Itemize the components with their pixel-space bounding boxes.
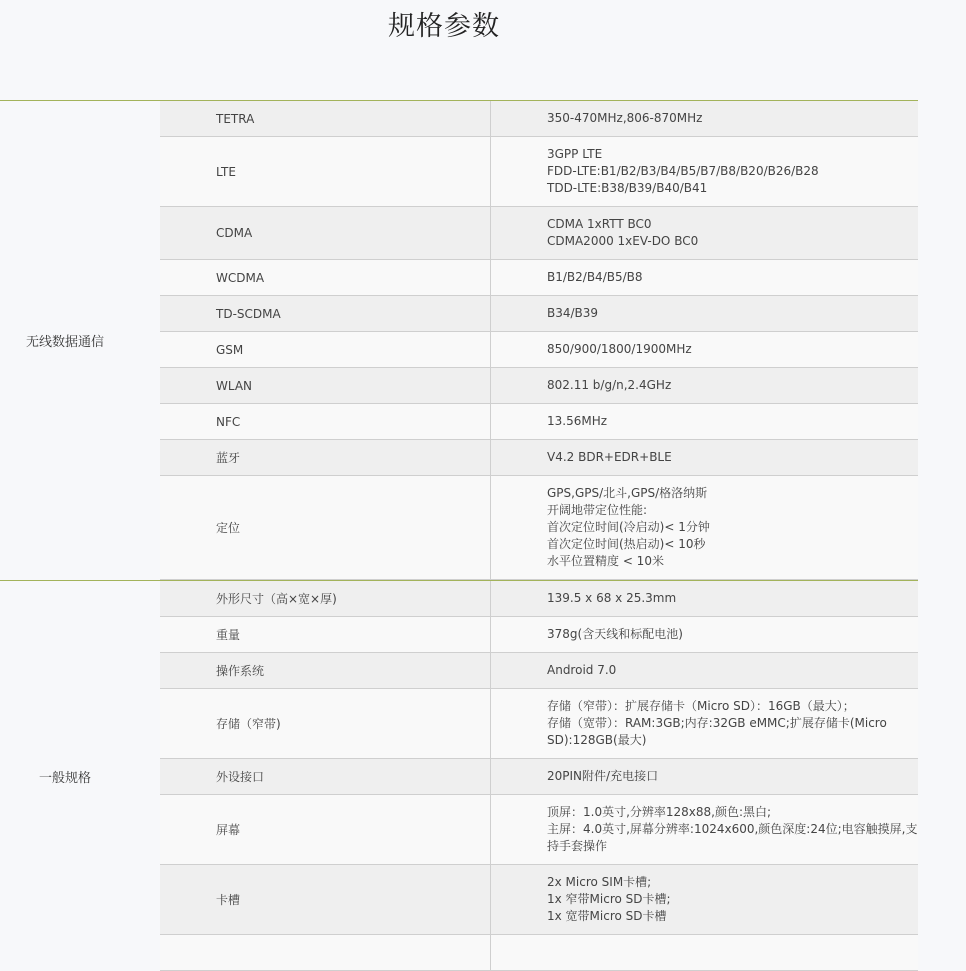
spec-value-line: 首次定位时间(热启动)< 10秒 <box>547 537 706 551</box>
spec-row <box>160 689 918 759</box>
spec-value-line: 开阔地带定位性能: <box>547 503 648 517</box>
spec-value <box>491 440 918 475</box>
spec-value-line: 3GPP LTE <box>547 147 603 161</box>
spec-value <box>491 101 918 136</box>
spec-name: LTE <box>160 137 491 206</box>
spec-value-line: FDD-LTE:B1/B2/B3/B4/B5/B7/B8/B20/B26/B28 <box>547 164 819 178</box>
spec-value-line: 802.11 b/g/n,2.4GHz <box>547 378 672 392</box>
spec-name <box>160 935 491 970</box>
spec-value <box>491 581 918 616</box>
spec-value <box>491 617 918 652</box>
spec-value <box>491 368 918 403</box>
spec-row <box>160 404 918 440</box>
spec-row <box>160 137 918 207</box>
spec-value <box>491 404 918 439</box>
spec-table <box>0 100 918 971</box>
spec-name: 蓝牙 <box>160 440 491 475</box>
spec-value-line: Android 7.0 <box>547 663 617 677</box>
spec-name: 定位 <box>160 476 491 579</box>
spec-name: CDMA <box>160 207 491 259</box>
spec-value <box>491 476 918 579</box>
page-title: 规格参数 <box>388 11 500 42</box>
spec-name: 卡槽 <box>160 865 491 934</box>
spec-group-label: 无线数据通信 <box>25 335 104 350</box>
spec-value-line: B1/B2/B4/B5/B8 <box>547 270 643 284</box>
spec-row <box>160 260 918 296</box>
spec-value-line: 持手套操作 <box>547 839 608 853</box>
spec-name: 重量 <box>160 617 491 652</box>
spec-value-line: 378g(含天线和标配电池) <box>547 627 683 641</box>
spec-value-line: 139.5 x 68 x 25.3mm <box>547 591 677 605</box>
spec-value-line: 13.56MHz <box>547 414 608 428</box>
spec-value-line: 顶屏：1.0英寸,分辨率128x88,颜色:黑白; <box>547 805 772 819</box>
spec-value-line: TDD-LTE:B38/B39/B40/B41 <box>547 181 708 195</box>
spec-value <box>491 865 918 934</box>
spec-value-line: 1x 宽带Micro SD卡槽 <box>547 909 667 923</box>
spec-row <box>160 296 918 332</box>
spec-value-line: B34/B39 <box>547 306 599 320</box>
spec-row <box>160 653 918 689</box>
spec-value <box>491 795 918 864</box>
spec-row <box>160 101 918 137</box>
spec-row <box>160 935 918 971</box>
spec-group-label: 一般规格 <box>38 770 91 786</box>
spec-value-line: 2x Micro SIM卡槽; <box>547 875 652 889</box>
spec-name: WCDMA <box>160 260 491 295</box>
spec-row <box>160 617 918 653</box>
spec-row <box>160 440 918 476</box>
spec-value <box>491 296 918 331</box>
spec-value <box>491 137 918 206</box>
spec-value <box>491 207 918 259</box>
spec-value-line: 1x 窄带Micro SD卡槽; <box>547 892 671 906</box>
spec-value <box>491 260 918 295</box>
spec-name: WLAN <box>160 368 491 403</box>
spec-value-line: 850/900/1800/1900MHz <box>547 342 692 356</box>
spec-row <box>160 795 918 865</box>
spec-row <box>160 759 918 795</box>
spec-row <box>160 581 918 617</box>
spec-value-line: SD):128GB(最大) <box>547 733 647 747</box>
spec-value-line: 首次定位时间(冷启动)< 1分钟 <box>547 520 710 534</box>
spec-value-line: 主屏：4.0英寸,屏幕分辨率:1024x600,颜色深度:24位;电容触摸屏,支 <box>547 822 918 836</box>
spec-value-line: 存储（窄带）：扩展存储卡（Micro SD）：16GB（最大）； <box>547 699 855 713</box>
spec-name: 外设接口 <box>160 759 491 794</box>
spec-row <box>160 332 918 368</box>
spec-name: 操作系统 <box>160 653 491 688</box>
spec-value <box>491 689 918 758</box>
spec-row <box>160 476 918 580</box>
spec-row <box>160 368 918 404</box>
spec-name: GSM <box>160 332 491 367</box>
spec-value-line: V4.2 BDR+EDR+BLE <box>547 450 672 464</box>
spec-value-line: CDMA 1xRTT BC0 <box>547 217 652 231</box>
spec-value <box>491 332 918 367</box>
spec-name: TETRA <box>160 101 491 136</box>
spec-name: 外形尺寸（高×宽×厚) <box>160 581 491 616</box>
spec-value-line: 20PIN附件/充电接口 <box>547 769 659 783</box>
spec-row <box>160 865 918 935</box>
spec-value <box>491 653 918 688</box>
spec-value-line: 水平位置精度 < 10米 <box>547 554 664 568</box>
spec-row <box>160 207 918 260</box>
spec-value-line: GPS,GPS/北斗,GPS/格洛纳斯 <box>547 486 708 500</box>
spec-name: 屏幕 <box>160 795 491 864</box>
spec-value <box>491 759 918 794</box>
spec-rows <box>160 581 918 971</box>
spec-value-line: 350-470MHz,806-870MHz <box>547 111 703 125</box>
spec-rows <box>160 101 918 580</box>
spec-name: TD-SCDMA <box>160 296 491 331</box>
spec-name: 存储（窄带) <box>160 689 491 758</box>
spec-group <box>0 100 918 580</box>
spec-value-line: 存储（宽带）：RAM:3GB;内存:32GB eMMC;扩展存储卡(Micro <box>547 716 887 730</box>
spec-name: NFC <box>160 404 491 439</box>
spec-group <box>0 580 918 971</box>
spec-value-line: CDMA2000 1xEV-DO BC0 <box>547 234 699 248</box>
spec-value <box>491 935 918 970</box>
